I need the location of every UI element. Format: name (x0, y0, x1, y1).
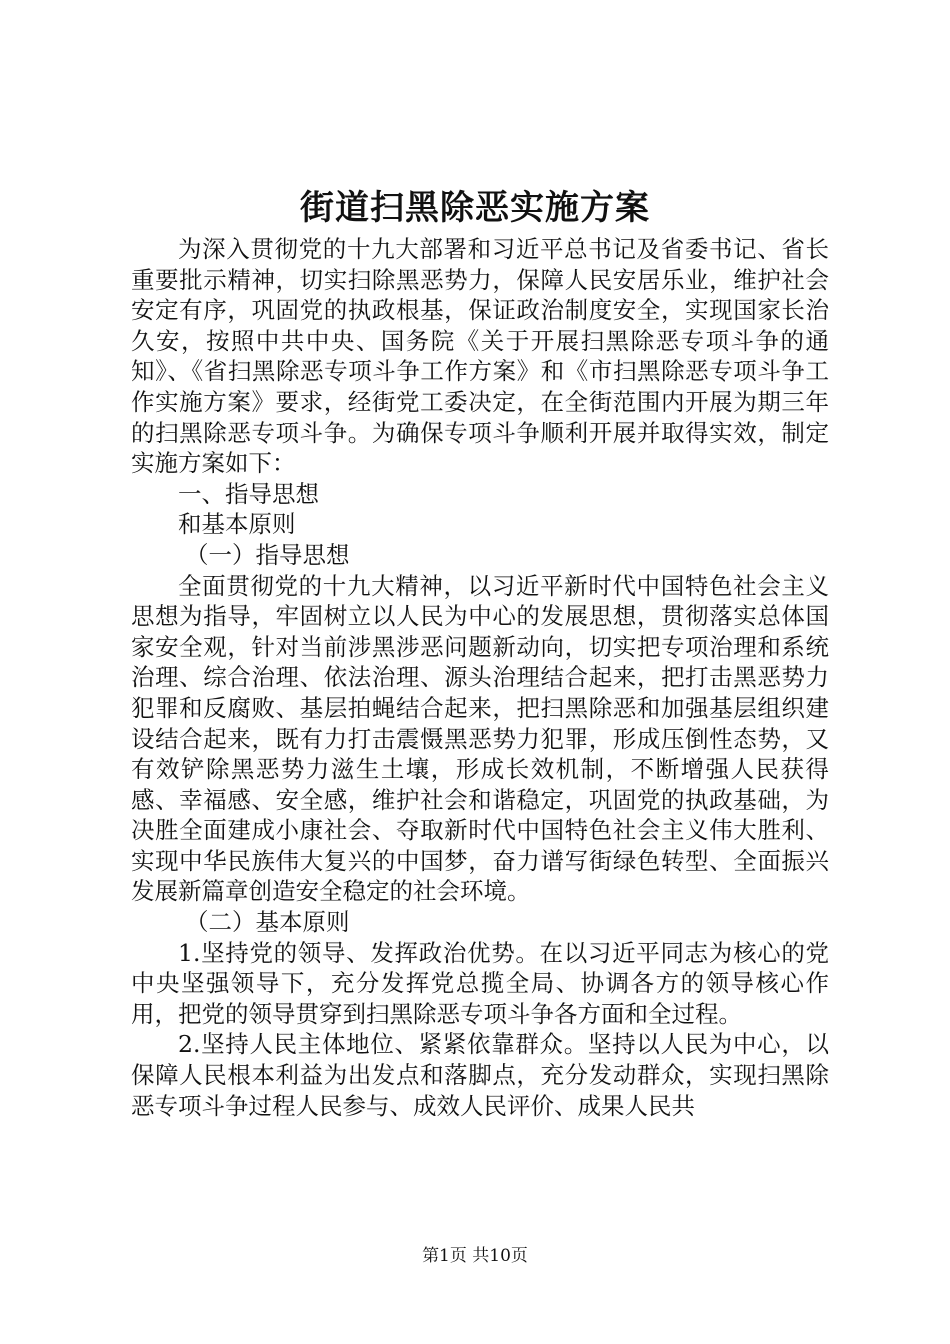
principle-1-paragraph: 1.坚持党的领导、发挥政治优势。在以习近平同志为核心的党中央坚强领导下，充分发挥党总揽全局、协调各方的领导核心作用，把党的领导贯穿到扫黑除恶专项斗争各方面和全过程。 (131, 938, 829, 1028)
section-heading-principles: 和基本原则 (178, 510, 296, 539)
section-heading-guiding: 一、指导思想 (178, 479, 319, 508)
guiding-paragraph: 全面贯彻党的十九大精神，以习近平新时代中国特色社会主义思想为指导，牢固树立以人民为中心的发展思想，贯彻落实总体国家安全观，针对当前涉黑涉恶问题新动向，切实把专项治理和系统治理、综合治理、依法治理、源头治理结合起来，把打击黑恶势力犯罪和反腐败、基层拍蝇结合起来，把扫黑除恶和加强基层组织建设结合起来，既有力打击震慑黑恶势力犯罪，形成压倒性态势，又有效铲除黑恶势力滋生土壤，形成长效机制，不断增强人民获得感、幸福感、安全感，维护社会和谐稳定，巩固党的执政基础，为决胜全面建成小康社会、夺取新时代中国特色社会主义伟大胜利、实现中华民族伟大复兴的中国梦，奋力谱写街绿色转型、全面振兴发展新篇章创造安全稳定的社会环境。 (131, 571, 829, 906)
subsection-heading-guiding: （一）指导思想 (185, 540, 350, 569)
document-title: 街道扫黑除恶实施方案 (300, 188, 650, 228)
principle-2-paragraph: 2.坚持人民主体地位、紧紧依靠群众。坚持以人民为中心，以保障人民根本利益为出发点和落脚点，充分发动群众，实现扫黑除恶专项斗争过程人民参与、成效人民评价、成果人民共 (131, 1030, 829, 1120)
intro-paragraph: 为深入贯彻党的十九大部署和习近平总书记及省委书记、省长重要批示精神，切实扫除黑恶势力，保障人民安居乐业，维护社会安定有序，巩固党的执政根基，保证政治制度安全，实现国家长治久安，按照中共中央、国务院《关于开展扫黑除恶专项斗争的通知》、《省扫黑除恶专项斗争工作方案》和《市扫黑除恶专项斗争工作实施方案》要求，经街党工委决定，在全街范围内开展为期三年的扫黑除恶专项斗争。为确保专项斗争顺利开展并取得实效，制定实施方案如下： (131, 235, 829, 478)
subsection-heading-principles: （二）基本原则 (185, 908, 350, 937)
document-body (131, 234, 829, 1121)
page-number-footer: 第1页 共10页 (422, 1246, 528, 1266)
